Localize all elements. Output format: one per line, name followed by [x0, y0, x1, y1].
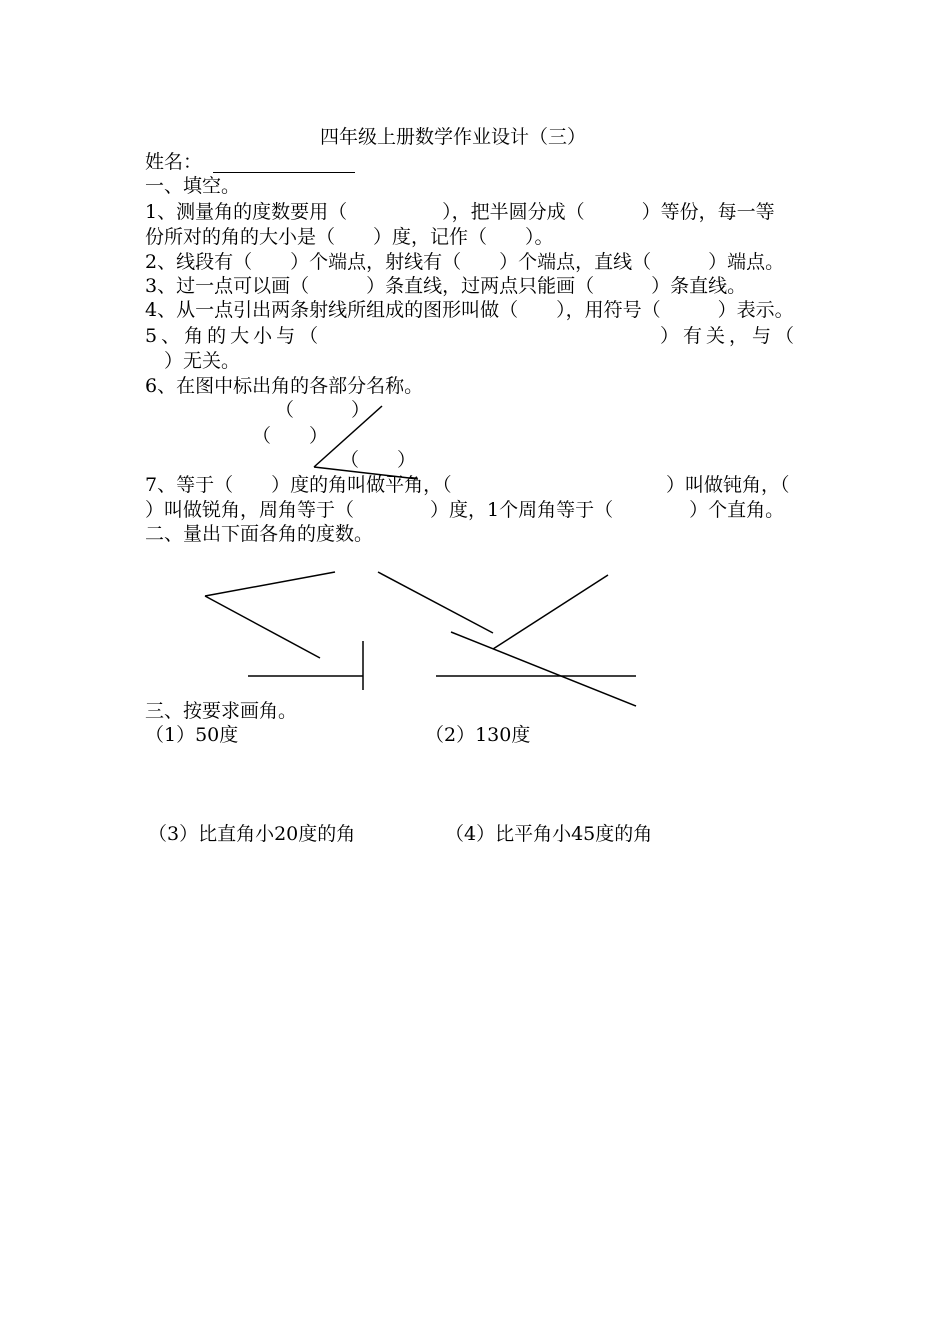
angle-part-label-bottom: （ ）: [340, 449, 417, 471]
section-1-heading: 一、填空。: [145, 175, 241, 197]
question-1-line-2: 份所对的角的大小是（ ）度，记作（ ）。: [145, 226, 554, 248]
question-1-line-1: 1、测量角的度数要用（ ），把半圆分成（ ）等份，每一等: [145, 201, 775, 223]
section-2-heading: 二、量出下面各角的度数。: [145, 523, 374, 545]
labeled-angle-figure: [314, 406, 418, 479]
name-label: 姓名：: [145, 151, 203, 173]
draw-task-4: （4）比平角小45度的角: [445, 823, 653, 845]
measure-angle-3: [378, 572, 493, 633]
page-title: 四年级上册数学作业设计（三）: [320, 126, 587, 148]
question-6: 6、在图中标出角的各部分名称。: [145, 375, 424, 397]
draw-task-2: （2）130度: [425, 724, 531, 746]
angle-part-label-top: （ ）: [275, 399, 371, 421]
angle-part-label-middle: （ ）: [252, 425, 329, 447]
draw-task-3: （3）比直角小20度的角: [148, 823, 356, 845]
question-5-line-1-end: ）有关，与（: [660, 325, 799, 347]
draw-task-1: （1）50度: [145, 724, 239, 746]
measure-angle-1: [205, 572, 335, 658]
question-7-line-1-start: 7、等于（ ）度的角叫做平角，（: [145, 474, 452, 496]
section-3-heading: 三、按要求画角。: [145, 700, 298, 722]
question-2: 2、线段有（ ）个端点，射线有（ ）个端点，直线（ ）端点。: [145, 251, 785, 273]
measure-angle-2: [248, 641, 363, 690]
measure-angle-4: [451, 575, 636, 706]
question-7-line-2: ）叫做锐角，周角等于（ ）度，1个周角等于（ ）个直角。: [145, 499, 785, 521]
question-3: 3、过一点可以画（ ）条直线，过两点只能画（ ）条直线。: [145, 275, 747, 297]
question-5-line-1-start: 5、角的大小与（: [145, 325, 323, 347]
question-4: 4、从一点引出两条射线所组成的图形叫做（ ），用符号（ ）表示。: [145, 299, 794, 321]
question-5-line-2: ）无关。: [145, 350, 241, 372]
question-7-line-1-end: ）叫做钝角，（: [666, 474, 790, 496]
